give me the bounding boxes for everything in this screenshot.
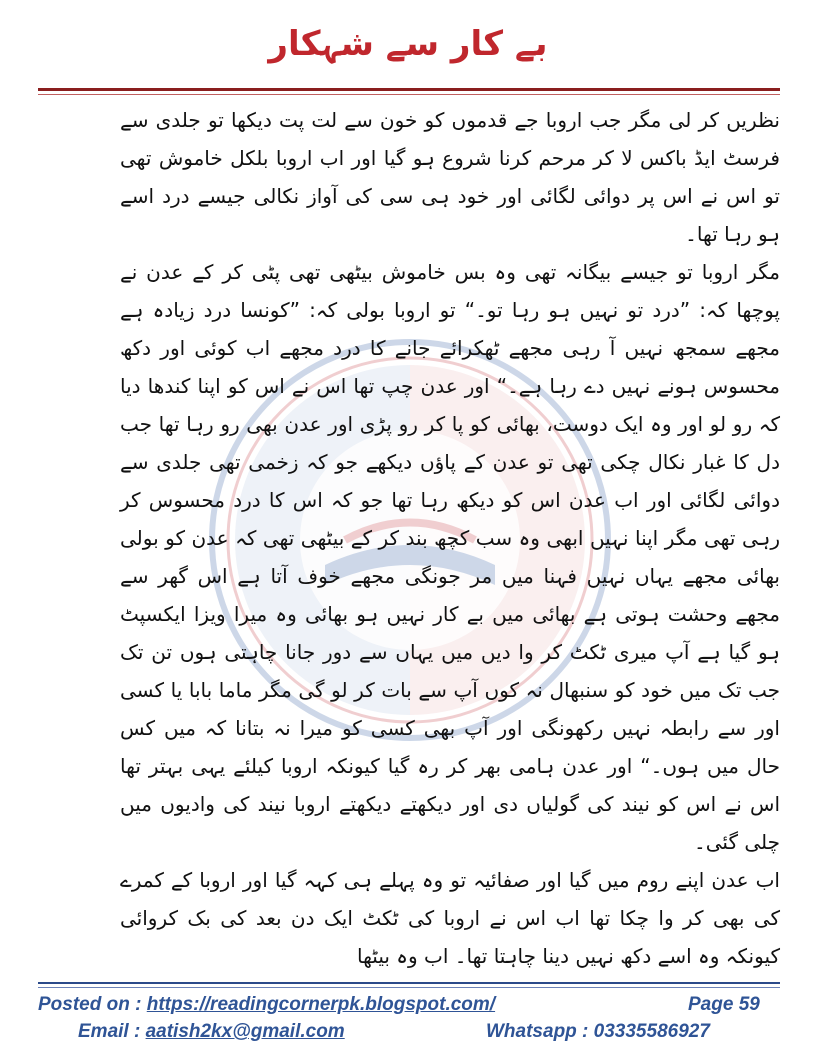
page-header-title: بے کار سے شہکار (268, 24, 548, 64)
header-rule (38, 88, 780, 91)
email-link[interactable]: aatish2kx@gmail.com (145, 1021, 345, 1042)
document-body (120, 101, 780, 975)
email-label: Email : (78, 1021, 146, 1042)
footer-rule (38, 982, 780, 984)
body-paragraph-3: اب عدن اپنے روم میں گیا اور صفائیہ تو وہ پہلے ہی کہہ گیا اور اروبا کے کمرے کی بھی کر وا چکا تھا اب اس نے اروبا کی ٹکٹ ایک دن بعد کی بک کروائی کیونکہ وہ اسے دکھ نہیں دینا چاہتا تھا۔ اب وہ بیٹھا (120, 868, 780, 968)
posted-on-label: Posted on : (38, 994, 147, 1015)
whatsapp-contact: Whatsapp : 03335586927 (486, 1021, 710, 1042)
body-paragraph-2: مگر اروبا تو جیسے بیگانہ تھی وہ بس خاموش بیٹھی تھی پٹی کر کے عدن نے پوچھا کہ: ”درد تو نہیں ہو رہا تو۔“ تو اروبا بولی کہ: ”کونسا درد زیادہ ہے مجھے سمجھ نہیں آ رہی مجھے ٹھکرائے جانے کا درد مجھے اب کوئی اور دکھ محسوس ہونے نہیں دے رہا ہے۔“ اور عدن چپ تھا اس نے اس کو اپنا کندھا دیا کہ رو لو اور وہ ایک دوست، بھائی کو پا کر رو پڑی اور عدن بھی رو رہا تھا جب دل کا غبار نکال چکی تھی تو عدن کے پاؤں دیکھے جو کہ زخمی تھی جلدی سے دوائی لگائی اور اب عدن اس کو دیکھ رہا تھا جو کہ اس کا درد محسوس کر رہی تھی مگر اپنا نہیں ابھی وہ سب کچھ بند کر کے بیٹھی تھی کہ عدن کو بولی بھائی مجھے یہاں نہیں فہنا میں مر جونگی مجھے خوف آتا ہے اس گھر سے مجھے وحشت ہوتی ہے بھائی میں بے کار نہیں ہو بھائی وہ میرا ویزا ایکسپٹ ہو گیا ہے آپ میری ٹکٹ کر وا دیں میں یہاں سے دور جانا چاہتی ہوں تن تک جب تک میں خود کو سنبھال نہ کوں آپ سے بات کر لو گی مگر ماما بابا یا کسی اور سے رابطہ نہیں رکھونگی اور آپ بھی کسی کو میرا نہ بتانا کہ میں کس حال میں ہوں۔“ اور عدن ہامی بھر کر رہ گیا کیونکہ اروبا کیلئے یہی بہتر تھا اس نے اس کو نیند کی گولیاں دی اور دیکھتے دیکھتے اروبا نیند کی وادیوں میں چلی گئی۔ (120, 260, 780, 854)
blog-url-link[interactable]: https://readingcornerpk.blogspot.com/ (146, 994, 496, 1015)
page-number: Page 59 (688, 994, 760, 1015)
footer-posted-row (38, 993, 780, 1017)
footer-contact-row (38, 1020, 780, 1044)
header-rule-thin (38, 94, 780, 95)
body-paragraph-1: نظریں کر لی مگر جب اروبا جے قدموں کو خون سے لت پت دیکھا تو جلدی سے فرسٹ ایڈ باکس لا کر مرحم کرنا شروع ہو گیا اور اب اروبا بلکل خاموش تھی تو اس نے اس پر دوائی لگائی اور خود ہی سی کی آواز نکالی جیسے درد اسے ہو رہا تھا۔ (120, 108, 780, 246)
footer-rule-thin (38, 987, 780, 988)
